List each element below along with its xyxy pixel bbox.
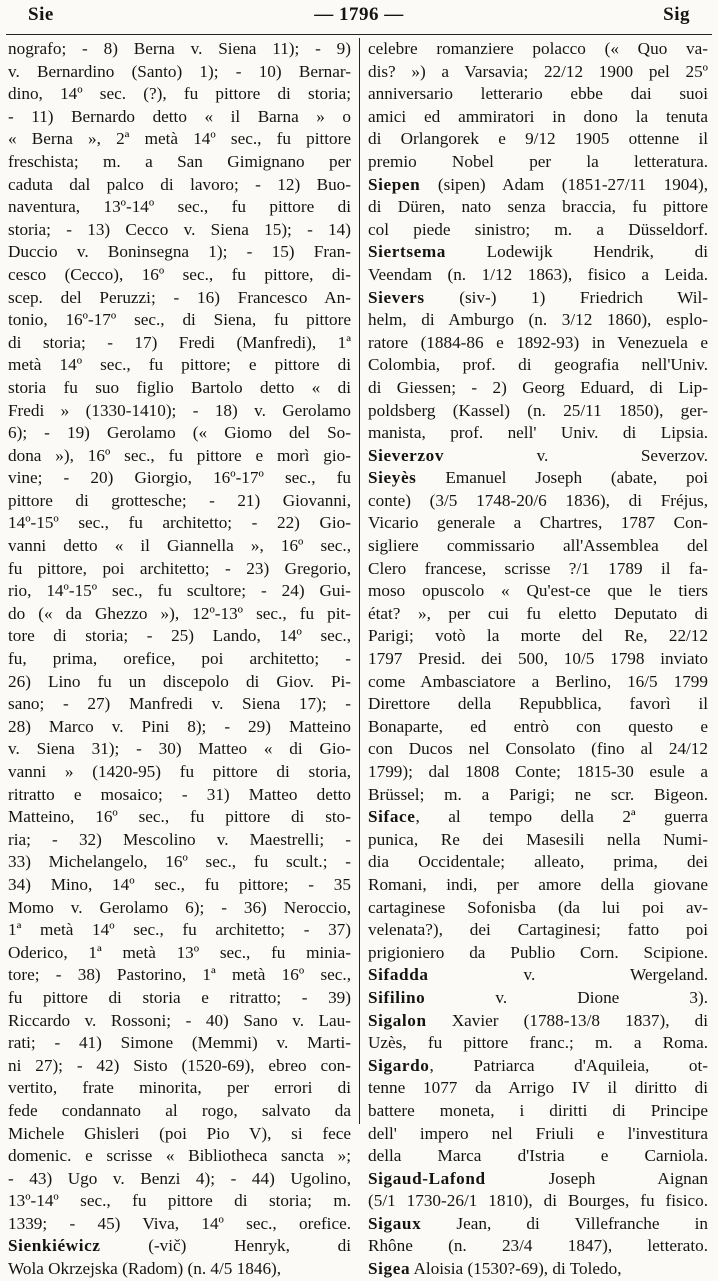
text-line — [368, 1213, 708, 1236]
text-line: do (« da Ghezzo »), 12º-13º sec., fu pit- — [8, 603, 351, 623]
text-line: - 43) Ugo v. Benzi 4); - 44) Ugolino, — [8, 1168, 351, 1188]
text-line: cesco (Cecco), 16º sec., fu pittore, di- — [8, 264, 351, 284]
text-line: « Berna », 2ª metà 14º sec., fu pittore — [8, 129, 351, 149]
text-line: di Düren, nato senza braccia, fu pittore — [368, 197, 708, 217]
entry-text: (sipen) Adam (1851-27/11 1904), — [420, 174, 708, 194]
text-line: dona »), 16º sec., fu pittore e morì gio- — [8, 445, 351, 465]
text-line: battere moneta, i diritti di Principe — [368, 1100, 708, 1120]
text-line: 13º-14º sec., fu pittore di storia; m. — [8, 1191, 351, 1211]
entry-text: Emanuel Joseph (abate, poi — [416, 468, 708, 488]
text-line: dino, 14º sec. (?), fu pittore di storia; — [8, 84, 351, 104]
text-line: storia fu suo figlio Bartolo detto « di — [8, 377, 351, 397]
text-line: della Marca d'Istria e Carniola. — [368, 1146, 708, 1166]
text-line: Veendam (n. 1/12 1863), fisico a Leida. — [368, 264, 708, 284]
entry-headword: Sieverzov — [368, 445, 445, 465]
entry-headword: Sieyès — [368, 468, 417, 488]
text-line: poldsberg (Kassel) (n. 25/11 1850), ger- — [368, 400, 708, 420]
text-line: Direttore della Repubblica, favorì il — [368, 694, 708, 714]
entry-headword: Sigea — [368, 1259, 411, 1279]
text-line: di Giessen; - 2) Georg Eduard, di Lip- — [368, 377, 708, 397]
text-line: amici ed ammiratori in dono la tenuta — [368, 106, 708, 126]
text-line: 28) Marco v. Pini 8); - 29) Matteino — [8, 716, 351, 736]
text-line: conte) (3/5 1748-20/6 1836), di Fréjus, — [368, 490, 708, 510]
text-line — [368, 987, 708, 1010]
text-line: ritratto e mosaico; - 31) Matteo detto — [8, 784, 351, 804]
text-line: tenne 1077 da Arrigo IV il diritto di — [368, 1078, 708, 1098]
text-line: fu pittore, poi architetto; - 23) Gregorio, — [8, 558, 351, 578]
text-line: pittore di grottesche; - 21) Giovanni, — [8, 490, 351, 510]
text-line: v. Bernardino (Santo) 1); - 10) Bernar- — [8, 61, 351, 81]
text-line: vanni detto « il Giannella », 16º sec., — [8, 536, 351, 556]
text-line: Parigi; votò la morte del Re, 22/12 — [368, 626, 708, 646]
text-line: tore; - 38) Pastorino, 1ª metà 16º sec., — [8, 965, 351, 985]
text-line: cartaginese Sofonisba (da lui poi av- — [368, 897, 708, 917]
text-line: Clero francese, scrisse ?/1 1789 il fa- — [368, 558, 708, 578]
header-right-guideword: Sig — [663, 4, 690, 25]
text-line: helm, di Amburgo (n. 3/12 1860), esplo- — [368, 310, 708, 330]
text-line: premio Nobel per la letteratura. — [368, 151, 708, 171]
entry-text: , al tempo della 2ª guerra — [415, 807, 708, 827]
entry-text: v. Wergeland. — [428, 965, 708, 985]
text-line: fede condannato al rogo, salvato da — [8, 1100, 351, 1120]
text-line: 1339; - 45) Viva, 14º sec., orefice. — [8, 1213, 351, 1233]
text-line: dis? ») a Varsavia; 22/12 1900 pel 25º — [368, 61, 708, 81]
entry-headword: Sigaud-Lafond — [368, 1168, 486, 1188]
text-line: anniversario letterario ebbe dai suoi — [368, 84, 708, 104]
text-line: Bonaparte, ed entrò con questo e — [368, 716, 708, 736]
text-line: Uzès, fu pittore franc.; m. a Roma. — [368, 1033, 708, 1053]
text-line: naventura, 13º-14º sec., fu pittore di — [8, 197, 351, 217]
text-line: metà 14º sec., fu pittore; e pittore di — [8, 355, 351, 375]
text-line: 33) Michelangelo, 16º sec., fu scult.; - — [8, 852, 351, 872]
entry-headword: Sigardo — [368, 1055, 430, 1075]
entry-text: v. Severzov. — [444, 445, 708, 465]
text-line: dia Occidentale; alleato, prima, dei — [368, 852, 708, 872]
text-line: vertito, frate minorita, per errori di — [8, 1078, 351, 1098]
text-line: Momo v. Gerolamo 6); - 36) Neroccio, — [8, 897, 351, 917]
entry-headword: Sifilino — [368, 987, 426, 1007]
text-line: ni 27); - 42) Sisto (1520-69), ebreo con- — [8, 1055, 351, 1075]
text-line: fu pittore di storia e ritratto; - 39) — [8, 987, 351, 1007]
entry-headword: Sievers — [368, 287, 425, 307]
text-line: tonio, 16º-17º sec., di Siena, fu pittore — [8, 310, 351, 330]
text-line: fu, prima, orefice, poi architetto; - — [8, 649, 351, 669]
text-line: freschista; m. a San Gimignano per — [8, 151, 351, 171]
text-line: sigliere commissario all'Assemblea del — [368, 536, 708, 556]
text-line: come Ambasciatore a Berlino, 16/5 1799 — [368, 671, 708, 691]
entry-headword: Sifadda — [368, 965, 429, 985]
text-line — [368, 1258, 708, 1281]
entry-text: v. Dione 3). — [425, 987, 708, 1007]
text-line: con Ducos nel Consolato (fino al 24/12 — [368, 739, 708, 759]
text-line: tore di storia; - 25) Lando, 14º sec., — [8, 626, 351, 646]
column-divider — [359, 38, 360, 1124]
text-line: 26) Lino fu un discepolo di Giov. Pi- — [8, 671, 351, 691]
text-line: - 11) Bernardo detto « il Barna » o — [8, 106, 351, 126]
text-line: ratore (1884-86 e 1892-93) in Venezuela e — [368, 332, 708, 352]
text-line: Brüssel; m. a Parigi; ne scr. Bigeon. — [368, 784, 708, 804]
text-line: ria; - 32) Mescolino v. Maestrelli; - — [8, 829, 351, 849]
text-line: celebre romanziere polacco (« Quo va- — [368, 39, 708, 58]
text-line — [368, 174, 708, 197]
text-line — [368, 806, 708, 829]
entry-headword: Sigaux — [368, 1213, 422, 1233]
entry-text: (siv-) 1) Friedrich Wil- — [424, 287, 708, 307]
entry-headword: Siface — [368, 807, 416, 827]
text-line — [368, 964, 708, 987]
text-line: scep. del Peruzzi; - 16) Francesco An- — [8, 287, 351, 307]
text-line: 1797 Presid. dei 500, 10/5 1798 inviato — [368, 649, 708, 669]
entry-text: Aloisia (1530?-69), di Toledo, — [410, 1259, 622, 1279]
entry-text: Lodewijk Hendrik, di — [445, 242, 708, 262]
text-line: Michele Ghisleri (poi Pio V), si fece — [8, 1123, 351, 1143]
text-line: rio, 14º-15º sec., fu scultore; - 24) Gui- — [8, 581, 351, 601]
entry-text: (-vič) Henryk, di — [100, 1236, 351, 1256]
header-rule — [6, 34, 712, 35]
page-number: — 1796 — — [314, 4, 404, 25]
text-line — [368, 1010, 708, 1033]
text-line: 14º-15º sec., fu architetto; - 22) Gio- — [8, 513, 351, 533]
text-line — [8, 1235, 351, 1258]
entry-headword: Sienkiéwicz — [8, 1236, 101, 1256]
text-line — [368, 467, 708, 490]
text-line: Colombia, prof. di geografia nell'Univ. — [368, 355, 708, 375]
page-header — [0, 2, 718, 30]
header-left-guideword: Sie — [28, 4, 54, 25]
text-line: nografo; - 8) Berna v. Siena 11); - 9) — [8, 39, 351, 58]
text-line — [368, 241, 708, 264]
text-line: col piede sinistro; m. a Düsseldorf. — [368, 219, 708, 239]
text-line: (5/1 1730-26/1 1810), di Bourges, fu fisico. — [368, 1191, 708, 1211]
text-line: punica, Re dei Masesili nella Numi- — [368, 829, 708, 849]
text-line: di storia; - 17) Fredi (Manfredi), 1ª — [8, 332, 351, 352]
text-line: Romani, indi, per amore della giovane — [368, 874, 708, 894]
text-line: velenata?), dei Cartaginesi; fatto poi — [368, 920, 708, 940]
text-line: manista, prof. nell' Univ. di Lipsia. — [368, 423, 708, 443]
right-column — [368, 38, 708, 1281]
text-line: dell' impero nel Friuli e l'investitura — [368, 1123, 708, 1143]
text-line: vanni » (1420-95) fu pittore di storia, — [8, 762, 351, 781]
entry-headword: Sigalon — [368, 1010, 427, 1030]
text-line: rati; - 41) Simone (Memmi) v. Marti- — [8, 1033, 351, 1053]
text-line: Duccio v. Boninsegna 1); - 15) Fran- — [8, 242, 351, 262]
text-line: moso opuscolo « Qu'est-ce que le tiers — [368, 581, 708, 601]
text-line: 1799); dal 1808 Conte; 1815-30 esule a — [368, 762, 708, 781]
text-line: état? », per cui fu eletto Deputato di — [368, 603, 708, 623]
entry-text: Jean, di Villefranche in — [421, 1213, 708, 1233]
text-line — [368, 1168, 708, 1191]
entry-headword: Siepen — [368, 174, 421, 194]
entry-text: Joseph Aignan — [485, 1168, 708, 1188]
text-line: sano; - 27) Manfredi v. Siena 17); - — [8, 694, 351, 714]
left-column — [8, 38, 351, 1281]
text-line: Rhône (n. 23/4 1847), letterato. — [368, 1236, 708, 1256]
entry-text: Xavier (1788-13/8 1837), di — [426, 1010, 708, 1030]
text-line: 1ª metà 14º sec., fu architetto; - 37) — [8, 920, 351, 940]
text-line: storia; - 13) Cecco v. Siena 15); - 14) — [8, 219, 351, 239]
text-line: di Orlangorek e 9/12 1905 ottenne il — [368, 129, 708, 149]
text-line — [368, 1055, 708, 1078]
text-line: Matteino, 16º sec., fu pittore di sto- — [8, 807, 351, 827]
text-line: domenic. e scrisse « Bibliotheca sancta »; — [8, 1146, 351, 1166]
text-line: v. Siena 31); - 30) Matteo « di Gio- — [8, 739, 351, 759]
text-line: prigioniero da Publio Corn. Scipione. — [368, 942, 708, 962]
text-line — [368, 287, 708, 310]
text-line: 6); - 19) Gerolamo (« Giomo del So- — [8, 423, 351, 443]
entry-text: , Patriarca d'Aquileia, ot- — [429, 1055, 708, 1075]
text-line: Wola Okrzejska (Radom) (n. 4/5 1846), — [8, 1259, 282, 1279]
text-line: Fredi » (1330-1410); - 18) v. Gerolamo — [8, 400, 351, 420]
text-line: 34) Mino, 14º sec., fu pittore; - 35 — [8, 874, 351, 894]
text-line: vine; - 20) Giorgio, 16º-17º sec., fu — [8, 468, 351, 488]
entry-headword: Siertsema — [368, 242, 446, 262]
text-line — [368, 445, 708, 468]
text-line: Oderico, 1ª metà 13º sec., fu minia- — [8, 942, 351, 962]
text-line: Riccardo v. Rossoni; - 40) Sano v. Lau- — [8, 1010, 351, 1030]
text-line: caduta dal palco di lavoro; - 12) Buo- — [8, 174, 351, 194]
text-line: Vicario generale a Chartres, 1787 Con- — [368, 513, 708, 533]
